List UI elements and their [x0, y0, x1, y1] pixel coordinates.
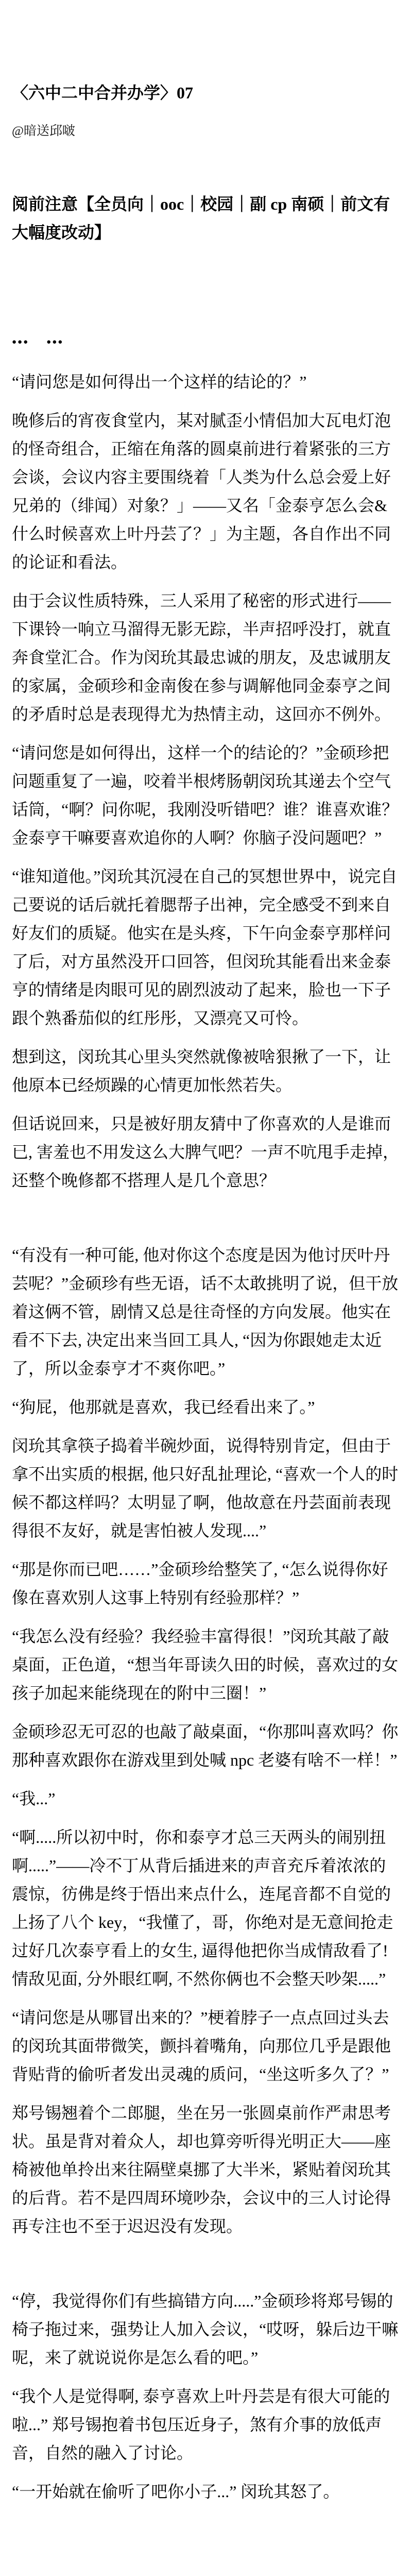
story-paragraph: “一开始就在偷听了吧你小子...” 闵玧其怒了。: [12, 2482, 340, 2501]
story-paragraph: “请问您是从哪冒出来的？”梗着脖子一点点回过头去的闵玧其面带微笑，颤抖着嘴角，向那位几乎是跟他背贴背的偷听者发出灵魂的质问，“坐这听多久了？”: [12, 2008, 391, 2083]
story-paragraph: 由于会议性质特殊，三人采用了秘密的形式进行——下课铃一响立马溜得无影无踪，半声招呼没打，就直奔食堂汇合。作为闵玧其最忠诚的朋友，及忠诚朋友的家属，金硕珍和金南俊在参与调解他同金泰亨之间的矛盾时总是表现得尤为热情主动，这回亦不例外。: [12, 591, 391, 723]
story-paragraph: “那是你而已吧……”金硕珍给整笑了, “怎么说得你好像在喜欢别人这事上特别有经验那样？”: [12, 1560, 388, 1607]
section-separator-dots: ●●● ●●●: [12, 338, 64, 346]
story-paragraph: “谁知道他。”闵玧其沉浸在自己的冥想世界中，说完自己要说的话后就托着腮帮子出神，完全感受不到来自好友们的质疑。他实在是头疼，下午向金泰亨那样问了后，对方虽然没开口回答，但闵玧其能看出来金泰亨的情绪是肉眼可见的剧烈波动了起来，脸也一下子跟个熟番茄似的红彤彤，又漂亮又可怜。: [12, 867, 398, 1027]
story-paragraph: “狗屁，他那就是喜欢，我已经看出来了。”: [12, 1398, 315, 1416]
post-page: [0, 81, 412, 2576]
story-paragraph: “请问您是如何得出一个这样的结论的？”: [12, 372, 307, 391]
story-paragraph: “我个人是觉得啊, 泰亨喜欢上叶丹芸是有很大可能的啦...” 郑号锡抱着书包压近身子，煞有介事的放低声音，自然的融入了讨论。: [12, 2387, 390, 2462]
post-title: 〈六中二中合并办学〉07: [12, 83, 194, 102]
reading-notice: 阅前注意【全员向｜ooc｜校园｜副 cp 南硕｜前文有大幅度改动】: [12, 195, 390, 242]
story-paragraph: “停，我觉得你们有些搞错方向.....”金硕珍将郑号锡的椅子拖过来，强势让人加入会议，“哎呀，躲后边干嘛呢，来了就说说你是怎么看的吧。”: [12, 2292, 399, 2367]
post-author-handle[interactable]: @暗送邱啵: [12, 124, 76, 138]
story-paragraph: “请问您是如何得出，这样一个的结论的？”金硕珍把问题重复了一遍，咬着半根烤肠朝闵玧其递去个空气话筒，“啊？问你呢，我刚没听错吧？谁？谁喜欢谁？金泰亨干嘛要喜欢追你的人啊？你脑子没问题吧？”: [12, 743, 399, 847]
story-paragraph: 闵玧其拿筷子捣着半碗炒面，说得特别肯定，但由于拿不出实质的根据, 他只好乱扯理论, “喜欢一个人的时候不都这样吗？太明显了啊，他故意在丹芸面前表现得很不友好，就是害怕被人发现....”: [12, 1436, 399, 1540]
story-paragraph: “有没有一种可能, 他对你这个态度是因为他讨厌叶丹芸呢？”金硕珍有些无语，话不太敢挑明了说，但干放着这俩不管，剧情又总是往奇怪的方向发展。他实在看不下去, 决定出来当回工具人, “因为你跟她走太近了，所以金泰亨才不爽你吧。”: [12, 1246, 399, 1378]
story-paragraph: 想到这，闵玧其心里头突然就像被啥狠揪了一下，让他原本已经烦躁的心情更加怅然若失。: [12, 1047, 391, 1094]
story-paragraph: “我怎么没有经验？我经验丰富得很！”闵玧其敲了敲桌面，正色道，“想当年哥读久田的时候，喜欢过的女孩子加起来能绕现在的附中三圈！”: [12, 1627, 399, 1702]
story-body: [12, 368, 400, 2506]
story-paragraph: 晚修后的宵夜食堂内，某对腻歪小情侣加大瓦电灯泡的怪奇组合，正缩在角落的圆桌前进行着紧张的三方会谈，会议内容主要围绕着「人类为什么总会爱上好兄弟的（绯闻）对象？」——又名「金泰亨怎么会&什么时候喜欢上叶丹芸了？」为主题，各自作出不同的论证和看法。: [12, 411, 391, 571]
story-paragraph: 金硕珍忍无可忍的也敲了敲桌面，“你那叫喜欢吗？你那种喜欢跟你在游戏里到处喊 npc 老婆有啥不一样！”: [12, 1722, 399, 1769]
story-paragraph: “啊.....所以初中时，你和泰亨才总三天两头的闹别扭啊.....”——冷不丁从背后插进来的声音充斥着浓浓的震惊，彷佛是终于悟出来点什么，连尾音都不自觉的上扬了八个 key，“我懂了，哥，你绝对是无意间抢走过好几次泰亨看上的女生, 逼得他把你当成情敌看了! 情敌见面, 分外眼红啊, 不然你俩也不会整天吵架.....”: [12, 1828, 393, 1988]
story-paragraph: “我...”: [12, 1789, 56, 1808]
story-paragraph: 郑号锡翘着个二郎腿，坐在另一张圆桌前作严肃思考状。虽是背对着众人，却也算旁听得光明正大——座椅被他单拎出来往隔壁桌挪了大半米，紧贴着闵玧其的后背。若不是四周环境吵杂，会议中的三人讨论得再专注也不至于迟迟没有发现。: [12, 2104, 391, 2235]
story-paragraph: 但话说回来，只是被好朋友猜中了你喜欢的人是谁而已, 害羞也不用发这么大脾气吧？一声不吭甩手走掉，还整个晚修都不搭理人是几个意思？: [12, 1114, 400, 1190]
